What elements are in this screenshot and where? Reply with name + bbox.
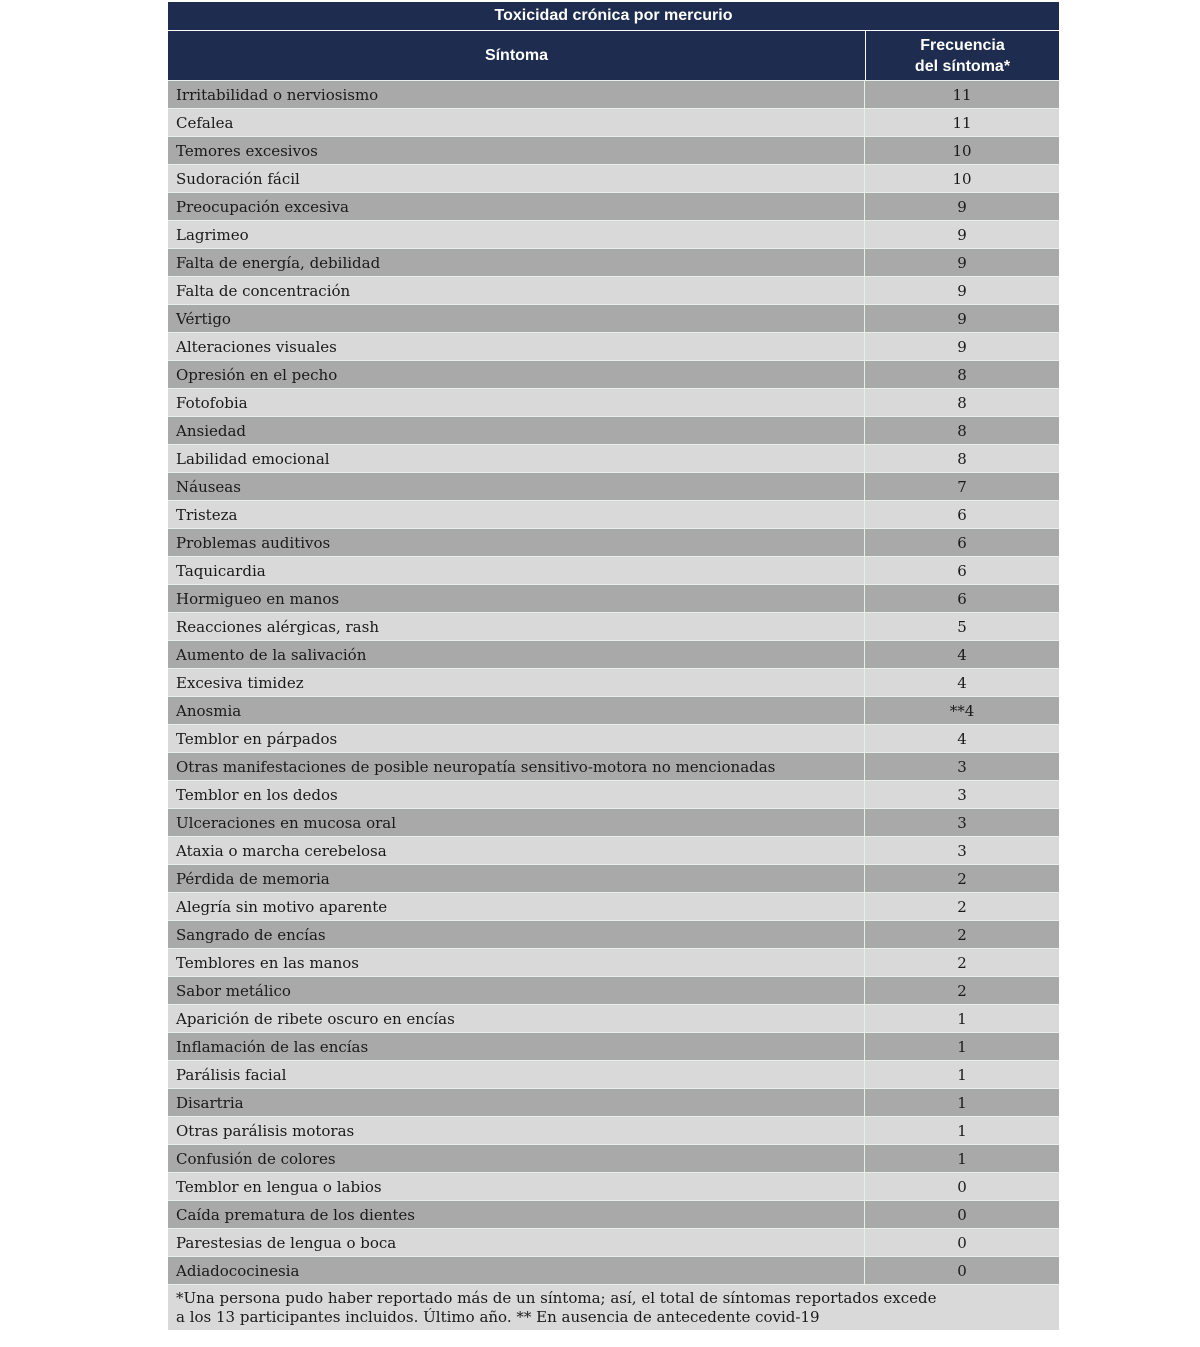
frequency-cell: 2 [957,981,967,1000]
symptom-cell: Sangrado de encías [168,921,865,948]
symptom-cell: Temblor en los dedos [168,781,865,808]
header-frequency-line1: Frecuencia [920,36,1005,54]
symptom-cell: Anosmia [168,697,865,724]
header-symptom: Síntoma [168,31,866,80]
frequency-cell: 0 [957,1177,967,1196]
symptom-cell: Alteraciones visuales [168,333,865,360]
table-row [168,192,1059,220]
table-row [168,332,1059,360]
symptom-cell: Falta de energía, debilidad [168,249,865,276]
frequency-cell: 2 [957,869,967,888]
symptom-cell: Lagrimeo [168,221,865,248]
symptom-cell: Problemas auditivos [168,529,865,556]
table-row [168,304,1059,332]
frequency-cell: 4 [957,673,967,692]
symptom-cell: Temblor en párpados [168,725,865,752]
table-row [168,248,1059,276]
frequency-cell: 3 [957,841,967,860]
table-row [168,836,1059,864]
symptom-cell: Otras parálisis motoras [168,1117,865,1144]
symptom-cell: Adiadococinesia [168,1257,865,1284]
frequency-cell: 4 [957,729,967,748]
symptom-cell: Labilidad emocional [168,445,865,472]
table-row [168,276,1059,304]
table-row [168,360,1059,388]
table-header [168,31,1059,80]
symptom-cell: Temores excesivos [168,137,865,164]
table-row [168,136,1059,164]
frequency-cell: 1 [957,1149,967,1168]
symptom-cell: Fotofobia [168,389,865,416]
table-row [168,584,1059,612]
footnote-line2: a los 13 participantes incluidos. Último año. ** En ausencia de antecedente covid-19 [176,1308,820,1326]
table-title: Toxicidad crónica por mercurio [168,2,1059,31]
frequency-cell: 6 [957,505,967,524]
table-row [168,164,1059,192]
table-row [168,948,1059,976]
table-row [168,1228,1059,1256]
frequency-cell: 3 [957,813,967,832]
table-row [168,668,1059,696]
symptom-cell: Pérdida de memoria [168,865,865,892]
table-row [168,1088,1059,1116]
symptom-cell: Irritabilidad o nerviosismo [168,81,865,108]
symptom-cell: Cefalea [168,109,865,136]
table-row [168,696,1059,724]
frequency-cell: 1 [957,1121,967,1140]
symptom-cell: Confusión de colores [168,1145,865,1172]
frequency-cell: 8 [957,393,967,412]
frequency-cell: 2 [957,953,967,972]
symptom-cell: Temblores en las manos [168,949,865,976]
table-row [168,1256,1059,1284]
symptom-cell: Otras manifestaciones de posible neuropatía sensitivo-motora no mencionadas [168,753,865,780]
frequency-cell: 9 [957,225,967,244]
table-row [168,864,1059,892]
table-row [168,108,1059,136]
symptom-cell: Opresión en el pecho [168,361,865,388]
symptom-cell: Parálisis facial [168,1061,865,1088]
frequency-cell: 9 [957,281,967,300]
header-frequency-line2: del síntoma* [914,57,1011,75]
symptom-cell: Sabor metálico [168,977,865,1004]
symptom-cell: Excesiva timidez [168,669,865,696]
frequency-cell: 8 [957,421,967,440]
frequency-cell: 9 [957,337,967,356]
frequency-cell: 1 [957,1009,967,1028]
table-row [168,1032,1059,1060]
table-body [168,80,1059,1284]
table-row [168,892,1059,920]
symptom-cell: Sudoración fácil [168,165,865,192]
symptom-cell: Disartria [168,1089,865,1116]
frequency-cell: 10 [952,169,972,188]
table-row [168,780,1059,808]
symptom-cell: Ulceraciones en mucosa oral [168,809,865,836]
symptom-cell: Alegría sin motivo aparente [168,893,865,920]
table-row [168,640,1059,668]
symptom-table [168,2,1059,1330]
frequency-cell: 5 [957,617,967,636]
frequency-cell: 8 [957,365,967,384]
table-row [168,388,1059,416]
frequency-cell: 2 [957,897,967,916]
frequency-cell: 9 [957,253,967,272]
frequency-cell: 9 [957,309,967,328]
symptom-cell: Aparición de ribete oscuro en encías [168,1005,865,1032]
frequency-cell: **4 [949,701,975,720]
frequency-cell: 11 [952,113,972,132]
symptom-cell: Vértigo [168,305,865,332]
symptom-cell: Taquicardia [168,557,865,584]
frequency-cell: 2 [957,925,967,944]
table-row [168,1060,1059,1088]
symptom-cell: Temblor en lengua o labios [168,1173,865,1200]
symptom-cell: Preocupación excesiva [168,193,865,220]
symptom-cell: Inflamación de las encías [168,1033,865,1060]
table-row [168,976,1059,1004]
table-footnote [168,1284,1059,1330]
frequency-cell: 0 [957,1233,967,1252]
table-row [168,1004,1059,1032]
frequency-cell: 3 [957,785,967,804]
symptom-cell: Reacciones alérgicas, rash [168,613,865,640]
table-row [168,556,1059,584]
footnote-line1: *Una persona pudo haber reportado más de un síntoma; así, el total de síntomas reportados excede [176,1289,937,1307]
table-row [168,416,1059,444]
frequency-cell: 1 [957,1065,967,1084]
symptom-cell: Caída prematura de los dientes [168,1201,865,1228]
frequency-cell: 0 [957,1261,967,1280]
symptom-cell: Parestesias de lengua o boca [168,1229,865,1256]
frequency-cell: 8 [957,449,967,468]
symptom-cell: Aumento de la salivación [168,641,865,668]
frequency-cell: 4 [957,645,967,664]
table-row [168,612,1059,640]
frequency-cell: 1 [957,1093,967,1112]
table-row [168,528,1059,556]
symptom-cell: Náuseas [168,473,865,500]
table-row [168,1172,1059,1200]
table-row [168,220,1059,248]
frequency-cell: 1 [957,1037,967,1056]
table-row [168,444,1059,472]
frequency-cell: 10 [952,141,972,160]
table-row [168,724,1059,752]
table-row [168,808,1059,836]
table-row [168,80,1059,108]
table-row [168,920,1059,948]
table-row [168,1200,1059,1228]
table-row [168,500,1059,528]
symptom-cell: Ansiedad [168,417,865,444]
table-row [168,472,1059,500]
symptom-cell: Hormigueo en manos [168,585,865,612]
frequency-cell: 0 [957,1205,967,1224]
frequency-cell: 3 [957,757,967,776]
header-frequency [866,31,1059,80]
frequency-cell: 6 [957,533,967,552]
symptom-cell: Falta de concentración [168,277,865,304]
frequency-cell: 6 [957,589,967,608]
symptom-cell: Tristeza [168,501,865,528]
symptom-cell: Ataxia o marcha cerebelosa [168,837,865,864]
table-row [168,1116,1059,1144]
table-row [168,1144,1059,1172]
frequency-cell: 7 [957,477,967,496]
frequency-cell: 9 [957,197,967,216]
table-row [168,752,1059,780]
frequency-cell: 11 [952,85,972,104]
frequency-cell: 6 [957,561,967,580]
